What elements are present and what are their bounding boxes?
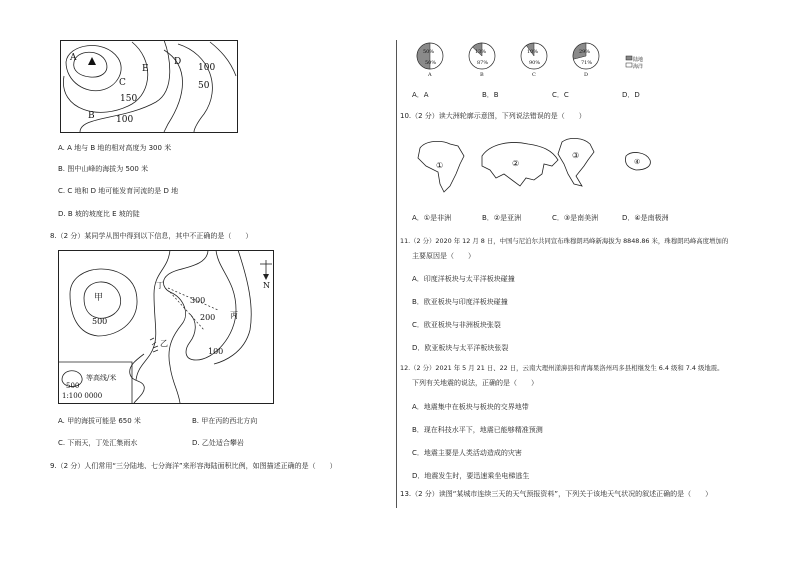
map1-label-100b: 100	[116, 115, 134, 125]
q11-option-a[interactable]: A．印度洋板块与太平洋板块碰撞	[412, 275, 515, 283]
pie-b-top-label: 13%	[475, 49, 487, 55]
q11-option-c[interactable]: C．欧亚板块与非洲板块张裂	[412, 321, 501, 329]
contour-map-2	[58, 250, 274, 404]
continent-outlines	[412, 134, 664, 196]
q9-option-d[interactable]: D．D	[622, 91, 640, 99]
map1-label-100a: 100	[198, 63, 216, 73]
map1-label-e: E	[142, 64, 149, 74]
legend-land-label: 陆地	[633, 57, 644, 63]
map2-label-ding: 丁	[156, 281, 164, 290]
map2-legend	[58, 362, 132, 403]
column-divider	[396, 40, 397, 508]
q9-stem: 9.（2 分）人们常用“三分陆地、七分海洋”来形容海陆面积比例，如图描述正确的是（ ）	[50, 462, 337, 470]
legend-sea-label: 海洋	[633, 64, 644, 70]
land-sea-pie-charts	[414, 40, 658, 80]
map-scale-label: 1:100 0000	[62, 392, 103, 400]
map2-label-200: 200	[200, 313, 216, 322]
q10-option-c[interactable]: C．③是南美洲	[552, 214, 599, 222]
continent-mark-2: ②	[512, 159, 520, 168]
q13-stem: 13.（2 分）读图“某城市连续三天的天气预报资料”，下列关于该地天气状况的叙述正确的是（ ）	[400, 490, 713, 498]
continent-mark-1: ①	[436, 161, 444, 170]
legend-value-label: 500	[66, 382, 80, 390]
map2-label-bing: 丙	[230, 311, 238, 320]
q12-option-a[interactable]: A．地震集中在板块与板块的交界地带	[412, 403, 529, 411]
q8-stem: 8.（2 分）某同学从图中得到以下信息，其中不正确的是（ ）	[50, 232, 253, 240]
q11-stem-line1: 11.（2 分）2020 年 12 月 8 日，中国与尼泊尔共同宣布珠穆朗玛峰新海拔为 8848.86 米，珠穆朗玛峰高度增加的	[400, 237, 729, 245]
map1-label-50: 50	[198, 81, 210, 91]
continent-mark-4: ④	[634, 158, 641, 166]
map2-label-100: 100	[208, 347, 224, 356]
q12-stem-line1: 12.（2 分）2021 年 5 月 21 日、22 日，云南大理州漾濞县和青海果洛州玛多县相继发生 6.4 级和 7.4 级地震。	[400, 364, 724, 372]
map2-label-yi: 乙	[160, 339, 168, 348]
q9-option-b[interactable]: B．B	[482, 91, 499, 99]
pie-a-letter: A	[428, 72, 432, 78]
q7-option-a[interactable]: A. A 地与 B 地的相对高度为 300 米	[58, 144, 172, 152]
map2-north-label: N	[263, 281, 270, 290]
asia-outline-icon	[482, 143, 558, 187]
q10-stem: 10.（2 分）读大洲轮廓示意图，下列说法错误的是（ ）	[400, 112, 586, 120]
q8-option-d[interactable]: D. 乙处适合攀岩	[192, 439, 244, 447]
q9-option-c[interactable]: C．C	[552, 91, 569, 99]
pie-a-bottom-label: 50%	[425, 60, 437, 66]
q12-option-d[interactable]: D．地震发生时，要迅速乘坐电梯逃生	[412, 472, 530, 480]
map1-label-150: 150	[120, 94, 138, 104]
map2-label-500: 500	[92, 317, 108, 326]
q12-option-c[interactable]: C．地震主要是人类活动造成的灾害	[412, 449, 522, 457]
north-america-outline-icon	[558, 138, 594, 186]
pie-d-top-label: 29%	[579, 49, 591, 55]
pie-legend	[626, 56, 643, 70]
map2-label-jia: 甲	[94, 293, 104, 303]
q8-option-c[interactable]: C. 下雨天，丁处汇集雨水	[58, 439, 138, 447]
q9-option-a[interactable]: A．A	[412, 91, 429, 99]
north-arrow-icon	[260, 260, 272, 280]
q7-option-c[interactable]: C. C 地和 D 地可能发育河流的是 D 地	[58, 187, 179, 195]
q10-option-a[interactable]: A．①是非洲	[412, 214, 452, 222]
map1-label-b: B	[88, 111, 95, 121]
pie-b-bottom-label: 87%	[477, 60, 489, 66]
pie-d-letter: D	[584, 72, 589, 78]
map1-label-c: C	[119, 78, 126, 88]
pie-c-top-label: 10%	[527, 49, 539, 55]
q10-option-b[interactable]: B．②是亚洲	[482, 214, 522, 222]
map1-label-a: A	[70, 53, 77, 63]
q7-option-b[interactable]: B. 图中山峰的海拔为 500 米	[58, 165, 149, 173]
pie-c-bottom-label: 90%	[529, 60, 541, 66]
q12-stem-line2: 下列有关地震的说法，正确的是（ ）	[412, 379, 538, 387]
q11-option-d[interactable]: D．欧亚板块与太平洋板块张裂	[412, 344, 509, 352]
q8-option-b[interactable]: B. 甲在丙的西北方向	[192, 417, 258, 425]
contour-map-1	[60, 40, 238, 133]
mountain-peak-icon	[88, 57, 96, 65]
pie-a-top-label: 50%	[423, 49, 435, 55]
legend-unit-label: 等高线/米	[86, 374, 117, 382]
q10-option-d[interactable]: D．④是南极洲	[622, 214, 669, 222]
pie-c-letter: C	[532, 72, 536, 78]
q11-option-b[interactable]: B．欧亚板块与印度洋板块碰撞	[412, 298, 508, 306]
q7-option-d[interactable]: D. B 坡的坡度比 E 坡的陡	[58, 210, 140, 218]
q12-option-b[interactable]: B．现在科技水平下，地震已能够精准预测	[412, 426, 543, 434]
pie-b-letter: B	[480, 72, 484, 78]
map1-label-d: D	[174, 57, 182, 67]
map2-label-300: 300	[190, 296, 206, 305]
pie-d-bottom-label: 71%	[581, 60, 593, 66]
q8-option-a[interactable]: A. 甲的海拔可能是 650 米	[58, 417, 141, 425]
q11-stem-line2: 主要原因是（ ）	[412, 252, 475, 260]
continent-mark-3: ③	[572, 151, 580, 160]
